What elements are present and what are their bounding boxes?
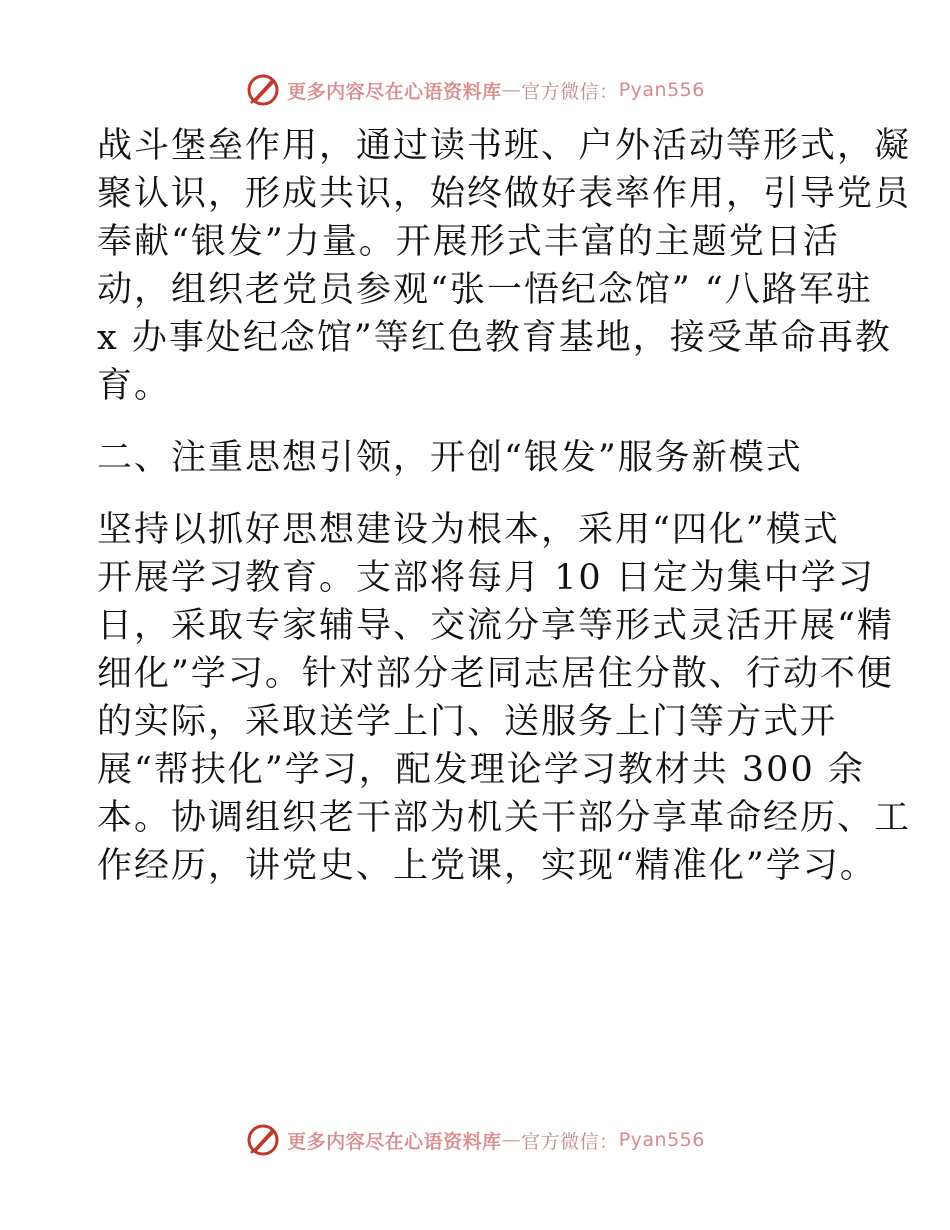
banner-wechat-label: 官方微信：: [521, 1130, 619, 1153]
quill-pen-circle-icon: [245, 72, 281, 108]
section-heading: 二、注重思想引领，开创“银发”服务新模式: [97, 438, 803, 478]
paragraph-line: 战斗堡垒作用，通过读书班、户外活动等形式，凝: [97, 126, 912, 166]
paragraph-line: x 办事处纪念馆”等红色教育基地，接受革命再教: [97, 318, 892, 358]
banner-wechat-id: Pyan556: [618, 79, 705, 101]
paragraph-line: 育。: [97, 366, 172, 406]
banner-separator: —: [501, 79, 522, 101]
paragraph-spacer: [97, 410, 857, 434]
paragraph-line: 奉献“银发”力量。开展形式丰富的主题党日活: [97, 222, 840, 262]
paragraph-line: 细化”学习。针对部分老同志居住分散、行动不便: [97, 654, 894, 694]
paragraph-spacer: [97, 482, 857, 506]
paragraph-line: 作经历，讲党史、上党课，实现“精准化”学习。: [97, 846, 877, 886]
banner-wechat-label: 官方微信：: [521, 80, 619, 103]
paragraph-line: 日，采取专家辅导、交流分享等形式灵活开展“精: [97, 606, 894, 646]
document-body: [97, 122, 912, 890]
paragraph-1: [97, 122, 912, 410]
footer-watermark-banner: [0, 1120, 950, 1160]
paragraph-line: 开展学习教育。支部将每月 10 日定为集中学习: [97, 558, 875, 598]
banner-main-text: 更多内容尽在心语资料库: [287, 1130, 502, 1153]
banner-separator: —: [501, 1129, 522, 1151]
header-watermark-banner: [0, 70, 950, 110]
paragraph-2: [97, 506, 912, 890]
banner-wechat-id: Pyan556: [618, 1129, 705, 1151]
banner-main-text: 更多内容尽在心语资料库: [287, 80, 502, 103]
paragraph-line: 的实际，采取送学上门、送服务上门等方式开: [97, 702, 838, 742]
section-heading-2: [97, 434, 857, 482]
paragraph-line: 聚认识，形成共识，始终做好表率作用，引导党员: [97, 174, 912, 214]
paragraph-line: 坚持以抓好思想建设为根本，采用“四化”模式: [97, 510, 840, 550]
paragraph-line: 展“帮扶化”学习，配发理论学习教材共 300 余: [97, 750, 865, 790]
paragraph-line: 本。协调组织老干部为机关干部分享革命经历、工: [97, 798, 912, 838]
paragraph-line: 动，组织老党员参观“张一悟纪念馆” “八路军驻: [97, 270, 873, 310]
quill-pen-circle-icon: [245, 1122, 281, 1158]
